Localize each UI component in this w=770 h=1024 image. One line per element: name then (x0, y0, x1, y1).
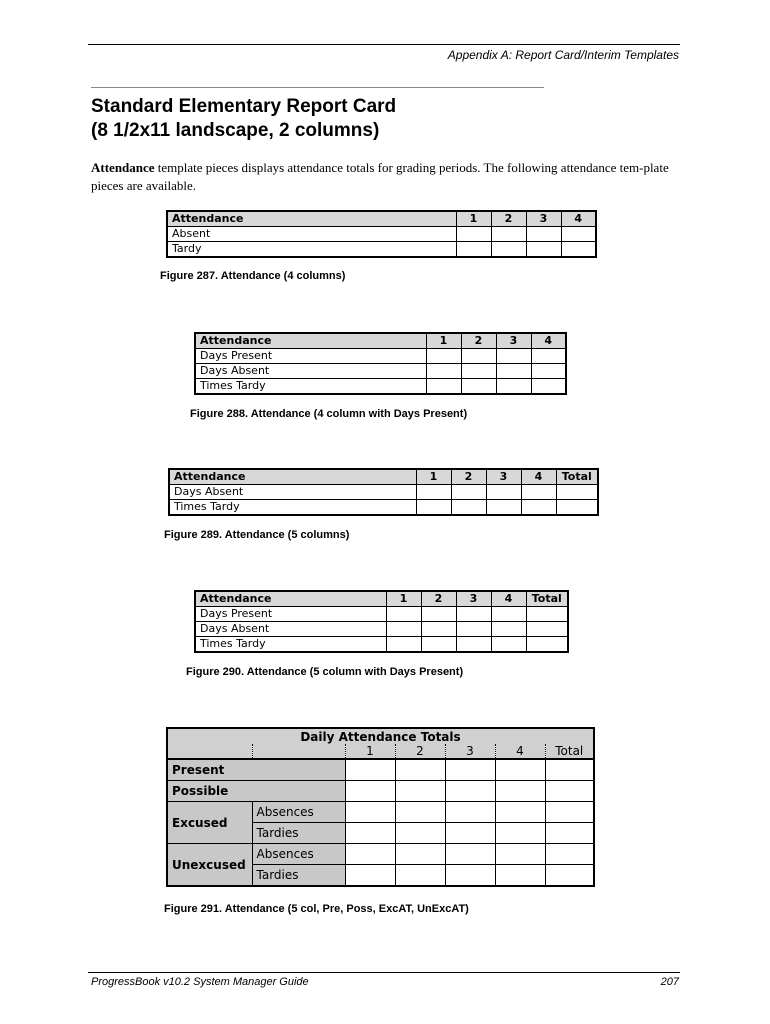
column-header: Total (526, 591, 568, 607)
column-header: 4 (521, 469, 556, 485)
column-header: 1 (426, 333, 461, 349)
column-header: 4 (495, 744, 545, 759)
running-header: Appendix A: Report Card/Interim Templates (447, 48, 679, 62)
intro-text: template pieces displays attendance totals for grading periods. The following attendance tem-plate pieces are available. (91, 160, 669, 193)
row-label-present: Present (167, 759, 345, 781)
page-title (91, 95, 396, 143)
row-label: Tardy (167, 242, 456, 258)
column-header: 3 (496, 333, 531, 349)
row-label: Days Absent (169, 485, 416, 500)
footer-guide-title: ProgressBook v10.2 System Manager Guide (91, 976, 309, 988)
column-header: 2 (451, 469, 486, 485)
column-header: 1 (386, 591, 421, 607)
table-row (167, 242, 596, 258)
column-header: 3 (445, 744, 495, 759)
column-header: 2 (421, 591, 456, 607)
row-label: Absent (167, 227, 456, 242)
column-header: 1 (456, 211, 491, 227)
title-line-1: Standard Elementary Report Card (91, 96, 397, 117)
daily-attendance-totals-table (166, 727, 595, 887)
row-label: Times Tardy (195, 637, 386, 653)
table-row (167, 781, 594, 802)
daily-totals-title: Daily Attendance Totals (167, 728, 594, 744)
table-row (195, 379, 566, 395)
table-header-label: Attendance (195, 591, 386, 607)
column-header: Total (545, 744, 594, 759)
row-sublabel-tardies: Tardies (252, 865, 345, 887)
row-sublabel-absences: Absences (252, 844, 345, 865)
row-label: Days Present (195, 349, 426, 364)
intro-term: Attendance (91, 160, 155, 175)
intro-paragraph (91, 159, 681, 195)
page-number: 207 (660, 976, 679, 988)
table-row (167, 844, 594, 865)
footer-rule (88, 972, 680, 973)
column-header: 3 (526, 211, 561, 227)
table-header-label: Attendance (195, 333, 426, 349)
column-header: 4 (491, 591, 526, 607)
row-label: Days Absent (195, 364, 426, 379)
column-header: 3 (456, 591, 491, 607)
column-header: 2 (395, 744, 445, 759)
row-label-possible: Possible (167, 781, 345, 802)
header-rule (88, 44, 680, 45)
column-header: 2 (491, 211, 526, 227)
row-label: Days Absent (195, 622, 386, 637)
column-header: Total (556, 469, 598, 485)
column-header: 1 (345, 744, 395, 759)
row-sublabel-absences: Absences (252, 802, 345, 823)
table-row (195, 364, 566, 379)
title-line-2: (8 1/2x11 landscape, 2 columns) (91, 120, 380, 141)
column-header: 4 (531, 333, 566, 349)
table-row (167, 759, 594, 781)
row-label: Days Present (195, 607, 386, 622)
column-header: 1 (416, 469, 451, 485)
figure-caption: Figure 291. Attendance (5 col, Pre, Poss, ExcAT, UnExcAT) (164, 903, 469, 915)
row-label-excused: Excused (167, 802, 252, 844)
figure-caption: Figure 287. Attendance (4 columns) (160, 270, 346, 282)
table-row (195, 349, 566, 364)
table-header-label: Attendance (167, 211, 456, 227)
table-row (195, 637, 568, 653)
row-label-unexcused: Unexcused (167, 844, 252, 887)
attendance-table-4col (166, 210, 597, 258)
table-row (169, 485, 598, 500)
attendance-table-4col-days-present (194, 332, 567, 395)
table-header-label: Attendance (169, 469, 416, 485)
table-row (167, 227, 596, 242)
figure-caption: Figure 290. Attendance (5 column with Days Present) (186, 666, 464, 678)
table-row (195, 622, 568, 637)
attendance-table-5col-days-present (194, 590, 569, 653)
column-header: 3 (486, 469, 521, 485)
table-row (167, 802, 594, 823)
row-label: Times Tardy (169, 500, 416, 516)
figure-caption: Figure 289. Attendance (5 columns) (164, 529, 350, 541)
column-header: 2 (461, 333, 496, 349)
title-rule (91, 87, 544, 88)
figure-caption: Figure 288. Attendance (4 column with Days Present) (190, 408, 468, 420)
attendance-table-5col (168, 468, 599, 516)
row-sublabel-tardies: Tardies (252, 823, 345, 844)
table-row (169, 500, 598, 516)
table-row (195, 607, 568, 622)
column-header: 4 (561, 211, 596, 227)
row-label: Times Tardy (195, 379, 426, 395)
